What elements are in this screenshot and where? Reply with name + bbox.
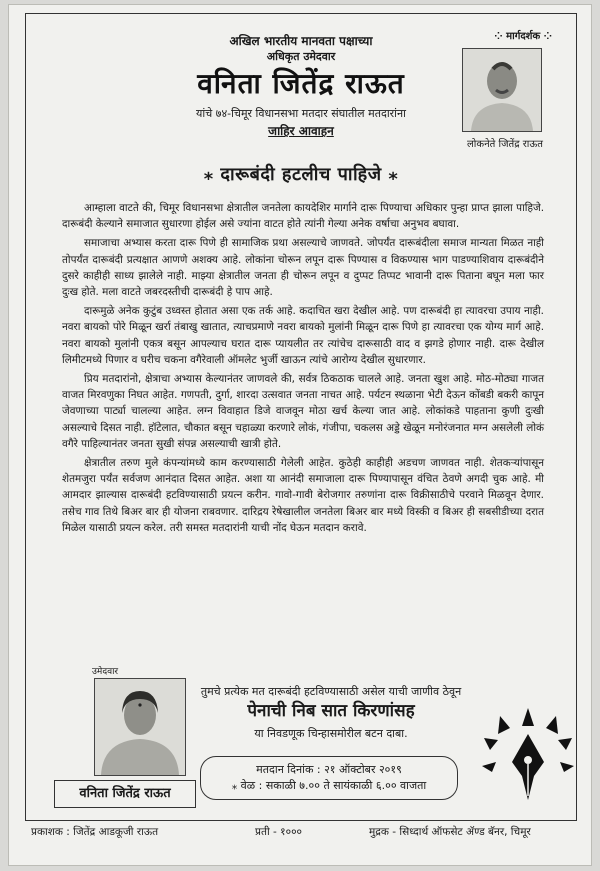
pen-nib-icon: [478, 704, 578, 804]
body-paragraph-2: समाजाचा अभ्यास करता दारू पिणे ही सामाजिक प्रथा असल्याचे जाणवते. जोपर्यंत दारूबंदीला समाज मान्यता मिळत नाही तोपर्यंत दारूबंदी प्रत्यक्षात आणणे अशक्य आहे. लोकांना चोरून लपून दारू पिण्यास व विकण्यास भाग पाडण्याशिवाय दारूबंदीने दुसरे काहीही साध्य झालेले नाही. माझ्या क्षेत्रातील जनता ही चोरून लपून व दुप्पट तिप्पट भावानी दारू पिताना बघून मला फार दुःख होते. मला वाटते जबरदस्तीची दारूबंदी हे पाप आहे.: [62, 237, 544, 299]
candidate-label: उमेदवार: [92, 667, 119, 677]
body-paragraph-4: प्रिय मतदारांनो, क्षेत्राचा अभ्यास केल्यानंतर जाणवले की, सर्वत्र ठिकठाक चालले आहे. जनता खुश आहे. मोठ-मोठ्या गाजत वाजत मिरवणुका निघत आहेत. गणपती, दुर्गा, शारदा उत्सवात जनता नाचत आहे. पर्यटन स्थळाना भेटी देऊन कोंबडी बकरी कापून जेवणाच्या पार्ट्या चालल्या आहेत. लग्न विवाहात डिजे वाजवून मोठा खर्च केल्या जात आहे. लोकांकडे पाहताना कुणी दुःखी असल्याचे दिसत नाही. हॉटेलात, चौकात बसून चहाळ्या करणारे लोकं, गंजीपा, चकलस अड्डे खेळून मनोरंजनात मग्न असलेली लोकं वगैरे पाहिल्यानंतर जनता सुखी संपन्न असल्याची खात्री होते.: [62, 373, 544, 450]
body-paragraph-3: दारूमुळे अनेक कुटुंब उध्वस्त होतात असा एक तर्क आहे. कदाचित खरा देखील आहे. पण दारूबंदी हा त्यावरचा उपाय नाही. नवरा बायको पोरे मिळून खर्रा तंबाखु खातात, त्याचप्रमाणे नवरा बायको मुलांनी मिळून दारू पिणे हा त्यावरचा एक योग्य मार्ग आहे. नवरा बायको मुलांनी एकत्र बसून आपल्याच घरात दारू प्यायलीत तर त्यांचेच दारूसाठी वाद व झगडे होणार नाही. दारू देखील लिमीटमध्ये पिणार व घरीच चकना वगैरेवाली ऑमलेट भुर्जी खाऊन त्यांचे आरोग्य देखील सुधारणार.: [62, 305, 544, 366]
body-paragraph-1: आम्हाला वाटते की, चिमूर विधानसभा क्षेत्रातील जनतेला कायदेशिर मार्गाने दारू पिण्याचा अधिकार पुन्हा प्राप्त झाला पाहिजे. दारूबंदी केल्याने समाजात सुधारणा होईल असे ज्यांना वाटत होते त्यांनी गेल्या अनेक वर्षाचा अनुभव बघावा.: [62, 202, 544, 231]
candidate-type: अधिकृत उमेदवार: [266, 50, 336, 63]
pamphlet: [8, 4, 592, 866]
party-line: अखिल भारतीय मानवता पक्षाच्या: [229, 34, 373, 48]
person-photo-icon: [463, 49, 541, 131]
pamphlet-frame: [25, 13, 577, 821]
person-photo-icon: [95, 679, 185, 775]
copies: प्रती - १०००: [255, 826, 302, 838]
printer: मुद्रक - सिध्दार्थ ऑफसेट ॲण्ड बॅनर, चिमूर: [369, 826, 531, 838]
constituency-line: यांचे ७४-चिमूर विधानसभा मतदार संघातील मतदारांना: [196, 107, 406, 120]
candidate-name-box: वनिता जितेंद्र राऊत: [54, 780, 196, 808]
voting-date: मतदान दिनांक : २१ ऑक्टोबर २०१९: [256, 763, 402, 776]
appeal-title: जाहिर आवाहन: [268, 124, 334, 138]
publisher: प्रकाशक : जितेंद्र आडकूजी राऊत: [31, 826, 159, 838]
guide-photo: [462, 48, 542, 132]
guide-label: ⁘ मार्गदर्शक ⁘: [494, 31, 552, 42]
candidate-name-title: वनिता जितेंद्र राऊत: [197, 67, 405, 100]
body-text: [62, 200, 544, 539]
voting-time: ⁎ वेळ : सकाळी ७.०० ते सायंकाळी ६.०० वाजता: [231, 779, 427, 792]
appeal-line-2: या निवडणूक चिन्हासमोरील बटन दाबा.: [254, 727, 408, 740]
guide-photo-caption: लोकनेते जितेंद्र राऊत: [467, 139, 543, 150]
symbol-line: पेनाची निब सात किरणांसह: [247, 701, 415, 721]
voting-info-box: [200, 756, 458, 800]
appeal-line-1: तुमचे प्रत्येक मत दारूबंदी हटविण्यासाठी असेल याची जाणीव ठेवून: [200, 685, 462, 698]
headline: ⁎ दारूबंदी हटलीच पाहिजे ⁎: [203, 164, 399, 185]
candidate-photo: [94, 678, 186, 776]
body-paragraph-5: क्षेत्रातील तरुण मुले कंपन्यांमध्ये काम करण्यासाठी गेलेली आहेत. कुठेही काहीही अडचण जाणवत नाही. शेतकऱ्यांपासून शेतमजुरा पर्यंत सर्वजण आनंदात दिसत आहेत. अशा या आनंदी समाजाला दारू पिण्यापासून वंचित ठेवणे अगदी चुक आहे. मी आमदार झाल्यास दारूबंदी हटविण्यासाठी प्रयत्न करीन. गावो-गावी बेरोजगार तरुणांना दारू विक्रीसाठीचे परवाने मिळवून देणार. तसेच गाव तिथे बिअर बार ही योजना राबवणार. दारिद्रय रेषेखालील जनतेला बिअर बार मध्ये विस्की व बिअर ही सबसीडीच्या दरात मिळेल यासाठी प्रयत्न करेल. तरी समस्त मतदारांनी याची नोंद घेऊन मतदान करावे.: [62, 457, 544, 534]
